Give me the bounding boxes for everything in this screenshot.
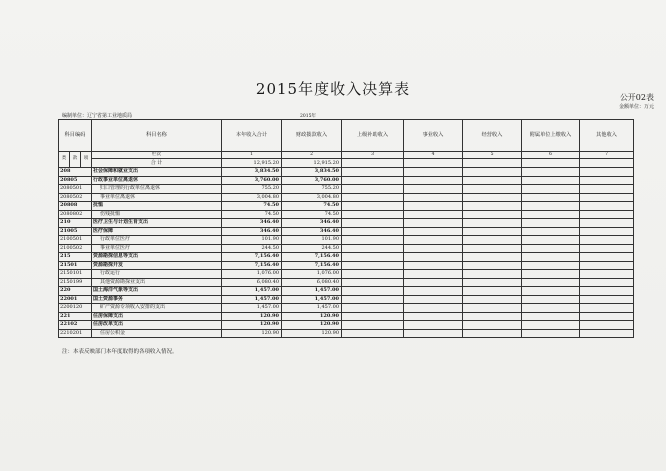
row-code: 2210201 (59, 329, 92, 338)
row-code: 221 (59, 312, 92, 321)
table-row (59, 168, 634, 177)
row-empty-cell (404, 210, 463, 219)
row-empty-cell (580, 329, 634, 338)
row-empty-cell (404, 261, 463, 270)
table-row (59, 210, 634, 219)
row-empty-cell (580, 278, 634, 287)
row-fiscal: 3,760.00 (282, 176, 342, 185)
row-code: 22102 (59, 321, 92, 330)
table-row (59, 244, 634, 253)
total-label: 合 计 (92, 159, 222, 168)
lanci-label: 栏次 (92, 152, 222, 159)
row-empty-cell (342, 202, 404, 211)
row-total: 1,076.00 (222, 270, 282, 279)
row-empty-cell (463, 244, 522, 253)
row-code: 2100501 (59, 236, 92, 245)
row-empty-cell (463, 321, 522, 330)
total-total: 12,915.20 (222, 159, 282, 168)
row-name: 抚恤 (92, 202, 222, 211)
row-name: 医疗保障 (92, 227, 222, 236)
row-empty-cell (463, 227, 522, 236)
row-total: 346.40 (222, 227, 282, 236)
row-empty-cell (580, 210, 634, 219)
row-empty-cell (580, 287, 634, 296)
row-total: 244.50 (222, 244, 282, 253)
row-empty-cell (522, 185, 580, 194)
row-fiscal: 244.50 (282, 244, 342, 253)
row-name: 行政单位医疗 (92, 236, 222, 245)
row-total: 120.90 (222, 321, 282, 330)
row-fiscal: 346.40 (282, 219, 342, 228)
row-empty-cell (580, 270, 634, 279)
table-row (59, 219, 634, 228)
row-empty-cell (580, 185, 634, 194)
row-empty-cell (580, 253, 634, 262)
row-empty-cell (342, 176, 404, 185)
row-empty-cell (463, 176, 522, 185)
row-empty-cell (463, 202, 522, 211)
row-empty-cell (404, 219, 463, 228)
row-name: 住房保障支出 (92, 312, 222, 321)
table-row (59, 193, 634, 202)
row-empty-cell (522, 261, 580, 270)
row-total: 3,834.50 (222, 168, 282, 177)
row-empty-cell (522, 227, 580, 236)
row-name: 医疗卫生与计划生育支出 (92, 219, 222, 228)
row-code: 2080501 (59, 185, 92, 194)
row-name: 伤残抚恤 (92, 210, 222, 219)
row-empty-cell (580, 176, 634, 185)
table-row (59, 261, 634, 270)
row-total: 120.90 (222, 329, 282, 338)
row-code: 2200120 (59, 304, 92, 313)
row-name: 行政事业单位离退休 (92, 176, 222, 185)
row-empty-cell (522, 304, 580, 313)
row-empty-cell (522, 287, 580, 296)
row-empty-cell (522, 244, 580, 253)
row-empty-cell (404, 168, 463, 177)
row-total: 120.90 (222, 312, 282, 321)
row-fiscal: 7,156.40 (282, 253, 342, 262)
header-xiang: 项 (81, 152, 92, 168)
row-total: 6,080.40 (222, 278, 282, 287)
row-code: 22001 (59, 295, 92, 304)
row-name: 事业单位离退休 (92, 193, 222, 202)
row-code: 20808 (59, 202, 92, 211)
row-empty-cell (580, 202, 634, 211)
row-empty-cell (404, 278, 463, 287)
row-code: 2080802 (59, 210, 92, 219)
col-index-1: 1 (222, 152, 282, 159)
row-empty-cell (580, 236, 634, 245)
header-subsidiary: 附属单位上缴收入 (522, 120, 580, 152)
row-empty-cell (342, 312, 404, 321)
row-name: 其他资源勘探业支出 (92, 278, 222, 287)
row-fiscal: 120.90 (282, 312, 342, 321)
table-row (59, 295, 634, 304)
table-row (59, 185, 634, 194)
row-fiscal: 120.90 (282, 321, 342, 330)
row-empty-cell (463, 210, 522, 219)
row-fiscal: 3,834.50 (282, 168, 342, 177)
row-fiscal: 120.90 (282, 329, 342, 338)
row-empty-cell (522, 295, 580, 304)
col-index-6: 6 (522, 152, 580, 159)
row-empty-cell (580, 193, 634, 202)
table-row (59, 202, 634, 211)
row-code: 2150199 (59, 278, 92, 287)
table-row (59, 270, 634, 279)
row-empty-cell (342, 210, 404, 219)
row-empty-cell (404, 176, 463, 185)
row-empty-cell (342, 253, 404, 262)
row-name: 住房改革支出 (92, 321, 222, 330)
row-empty-cell (463, 185, 522, 194)
row-total: 3,760.00 (222, 176, 282, 185)
row-total: 1,457.00 (222, 304, 282, 313)
row-empty-cell (342, 168, 404, 177)
row-code: 21005 (59, 227, 92, 236)
agency-label: 编制单位：辽宁省第工业地质局 (62, 113, 133, 119)
row-total: 7,156.40 (222, 253, 282, 262)
table-row (59, 227, 634, 236)
row-fiscal: 74.50 (282, 202, 342, 211)
row-fiscal: 1,457.00 (282, 304, 342, 313)
row-empty-cell (342, 227, 404, 236)
row-fiscal: 7,156.40 (282, 261, 342, 270)
row-empty-cell (463, 168, 522, 177)
row-code: 20805 (59, 176, 92, 185)
row-fiscal: 346.40 (282, 227, 342, 236)
row-empty-cell (580, 168, 634, 177)
row-empty-cell (463, 329, 522, 338)
row-empty-cell (404, 253, 463, 262)
row-empty-cell (404, 312, 463, 321)
row-empty-cell (342, 329, 404, 338)
row-empty-cell (404, 329, 463, 338)
row-empty-cell (463, 270, 522, 279)
row-empty-cell (404, 185, 463, 194)
row-total: 3,004.80 (222, 193, 282, 202)
row-empty-cell (463, 236, 522, 245)
row-empty-cell (580, 244, 634, 253)
header-other: 其他收入 (580, 120, 634, 152)
row-empty-cell (522, 278, 580, 287)
row-empty-cell (404, 202, 463, 211)
row-code: 210 (59, 219, 92, 228)
row-empty-cell (522, 168, 580, 177)
table-row (59, 329, 634, 338)
row-empty-cell (522, 236, 580, 245)
row-total: 346.40 (222, 219, 282, 228)
table-row (59, 312, 634, 321)
report-title: 2015年度收入决算表 (255, 80, 411, 98)
row-empty-cell (404, 295, 463, 304)
row-empty-cell (522, 270, 580, 279)
table-row (59, 236, 634, 245)
row-fiscal: 3,004.80 (282, 193, 342, 202)
row-empty-cell (342, 321, 404, 330)
row-name: 资源勘探信息等支出 (92, 253, 222, 262)
row-empty-cell (522, 329, 580, 338)
row-empty-cell (404, 236, 463, 245)
row-name: 事业单位医疗 (92, 244, 222, 253)
row-empty-cell (522, 219, 580, 228)
row-empty-cell (463, 295, 522, 304)
header-superior: 上级补助收入 (342, 120, 404, 152)
income-table (58, 119, 634, 338)
table-row (59, 321, 634, 330)
row-empty-cell (463, 312, 522, 321)
row-empty-cell (342, 304, 404, 313)
row-empty-cell (463, 287, 522, 296)
row-empty-cell (342, 295, 404, 304)
row-empty-cell (404, 321, 463, 330)
row-empty-cell (463, 304, 522, 313)
row-fiscal: 6,080.40 (282, 278, 342, 287)
row-name: 资源勘探开发 (92, 261, 222, 270)
row-empty-cell (342, 244, 404, 253)
row-empty-cell (522, 253, 580, 262)
col-index-7: 7 (580, 152, 634, 159)
row-code: 2150101 (59, 270, 92, 279)
header-business: 事业收入 (404, 120, 463, 152)
row-total: 755.20 (222, 185, 282, 194)
row-empty-cell (522, 176, 580, 185)
row-empty-cell (404, 227, 463, 236)
row-empty-cell (522, 312, 580, 321)
row-fiscal: 101.90 (282, 236, 342, 245)
row-fiscal: 755.20 (282, 185, 342, 194)
row-empty-cell (522, 193, 580, 202)
row-empty-cell (580, 321, 634, 330)
row-code: 2080502 (59, 193, 92, 202)
row-empty-cell (580, 304, 634, 313)
row-empty-cell (463, 253, 522, 262)
col-index-3: 3 (342, 152, 404, 159)
unit-label: 金额单位：万元 (618, 104, 654, 110)
row-total: 74.50 (222, 202, 282, 211)
row-code: 2100502 (59, 244, 92, 253)
row-empty-cell (404, 270, 463, 279)
row-total: 101.90 (222, 236, 282, 245)
row-fiscal: 74.50 (282, 210, 342, 219)
table-row (59, 278, 634, 287)
table-row (59, 176, 634, 185)
row-empty-cell (342, 261, 404, 270)
year-label: 2015年 (300, 114, 316, 119)
row-fiscal: 1,457.00 (282, 287, 342, 296)
header-fiscal: 财政拨款收入 (282, 120, 342, 152)
row-name: 国土资源事务 (92, 295, 222, 304)
total-fiscal: 12,915.20 (282, 159, 342, 168)
row-name: 行政运行 (92, 270, 222, 279)
row-name: 社会保障和就业支出 (92, 168, 222, 177)
row-empty-cell (342, 193, 404, 202)
row-code: 208 (59, 168, 92, 177)
row-total: 1,457.00 (222, 295, 282, 304)
row-total: 1,457.00 (222, 287, 282, 296)
row-empty-cell (342, 278, 404, 287)
header-kuan: 款 (70, 152, 81, 168)
header-total: 本年收入合计 (222, 120, 282, 152)
row-empty-cell (404, 193, 463, 202)
table-row (59, 253, 634, 262)
row-empty-cell (404, 304, 463, 313)
row-empty-cell (463, 193, 522, 202)
col-index-2: 2 (282, 152, 342, 159)
row-empty-cell (522, 210, 580, 219)
row-code: 220 (59, 287, 92, 296)
row-empty-cell (580, 261, 634, 270)
row-empty-cell (463, 278, 522, 287)
row-name: 归口管理的行政单位离退休 (92, 185, 222, 194)
row-total: 74.50 (222, 210, 282, 219)
row-name: 住房公积金 (92, 329, 222, 338)
row-name: 国土海洋气象等支出 (92, 287, 222, 296)
row-empty-cell (580, 227, 634, 236)
row-empty-cell (522, 202, 580, 211)
header-name: 科目名称 (92, 120, 222, 152)
header-lei: 类 (59, 152, 70, 168)
table-row (59, 304, 634, 313)
row-total: 7,156.40 (222, 261, 282, 270)
header-code: 科目编码 (59, 120, 92, 152)
col-index-5: 5 (463, 152, 522, 159)
header-operating: 经营收入 (463, 120, 522, 152)
row-empty-cell (342, 287, 404, 296)
row-empty-cell (404, 287, 463, 296)
col-index-4: 4 (404, 152, 463, 159)
row-empty-cell (342, 236, 404, 245)
table-row (59, 287, 634, 296)
form-code: 公开02表 (619, 93, 654, 102)
row-empty-cell (404, 244, 463, 253)
row-empty-cell (580, 312, 634, 321)
row-empty-cell (580, 219, 634, 228)
row-fiscal: 1,457.00 (282, 295, 342, 304)
row-empty-cell (342, 185, 404, 194)
row-empty-cell (342, 219, 404, 228)
row-empty-cell (463, 219, 522, 228)
row-empty-cell (342, 270, 404, 279)
footnote: 注：本表反映部门本年度取得的各项收入情况。 (62, 349, 178, 355)
row-code: 215 (59, 253, 92, 262)
row-fiscal: 1,076.00 (282, 270, 342, 279)
row-empty-cell (522, 321, 580, 330)
row-empty-cell (580, 295, 634, 304)
row-code: 21501 (59, 261, 92, 270)
row-empty-cell (463, 261, 522, 270)
row-name: 矿产资源专项收入安排的支出 (92, 304, 222, 313)
